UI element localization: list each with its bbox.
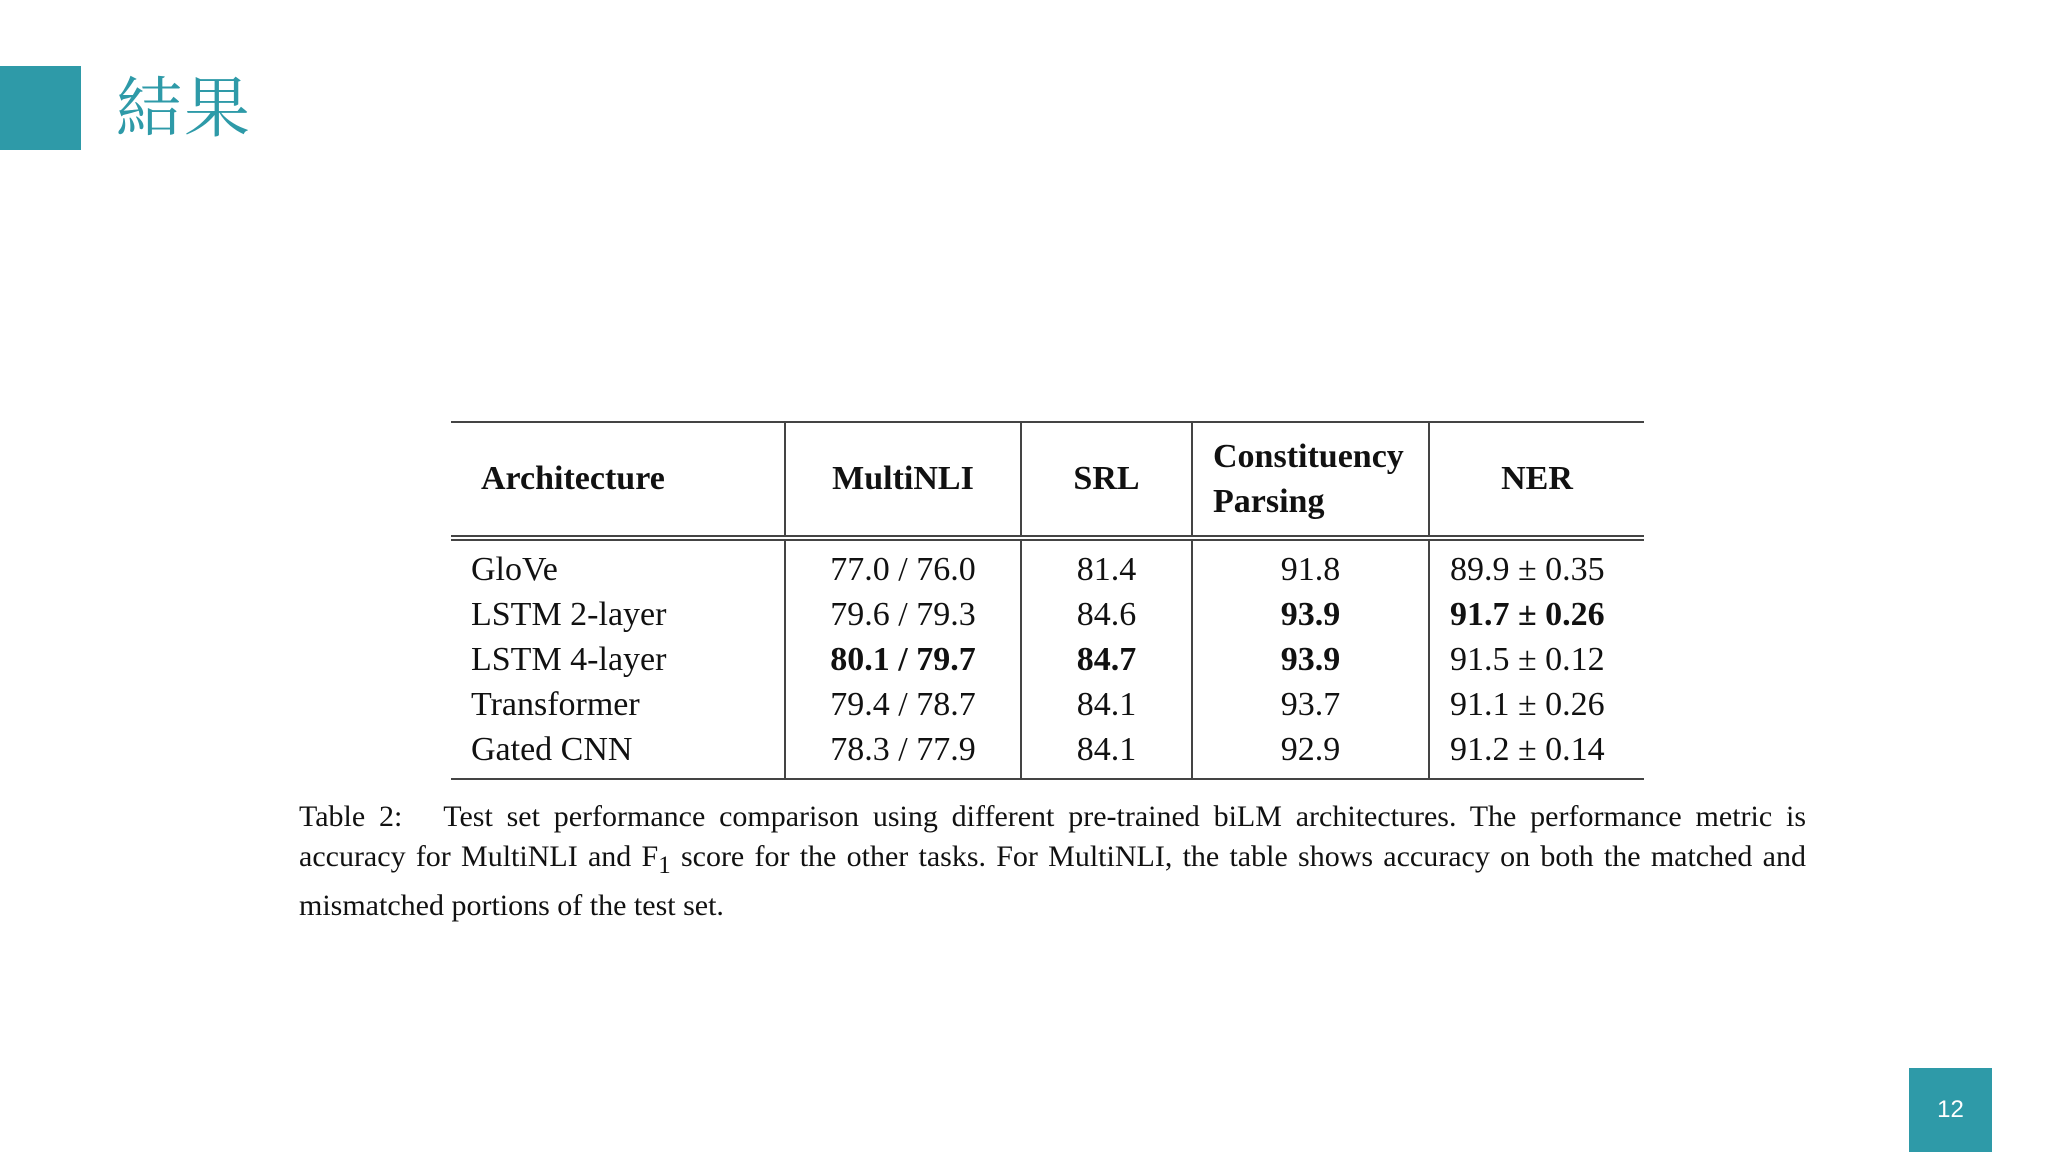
cell-multinli: 79.6 / 79.3 [785, 592, 1021, 637]
cell-constituency: 93.9 [1192, 637, 1429, 682]
cell-srl: 81.4 [1021, 538, 1192, 592]
cell-multinli: 79.4 / 78.7 [785, 682, 1021, 727]
cell-architecture: LSTM 4-layer [471, 641, 667, 678]
page-number-badge: 12 [1909, 1068, 1992, 1152]
cell-srl: 84.1 [1021, 727, 1192, 779]
cell-ner: 89.9 ± 0.35 [1429, 538, 1644, 592]
header-constituency-line1: Constituency [1213, 438, 1404, 475]
table-row [451, 538, 1644, 592]
cell-architecture: Gated CNN [471, 731, 633, 768]
cell-constituency: 93.7 [1192, 682, 1429, 727]
table-header-row [451, 422, 1644, 538]
cell-architecture: Transformer [471, 686, 640, 723]
table-caption [299, 797, 1806, 926]
table-row [451, 682, 1644, 727]
cell-srl: 84.7 [1021, 637, 1192, 682]
results-table [451, 421, 1644, 780]
cell-constituency: 93.9 [1192, 592, 1429, 637]
cell-srl: 84.6 [1021, 592, 1192, 637]
cell-architecture: LSTM 2-layer [471, 596, 667, 633]
header-constituency-parsing [1192, 422, 1429, 538]
cell-multinli: 77.0 / 76.0 [785, 538, 1021, 592]
header-multinli: MultiNLI [785, 422, 1021, 538]
caption-subscript: 1 [658, 852, 671, 879]
table-row [451, 637, 1644, 682]
cell-multinli: 80.1 / 79.7 [785, 637, 1021, 682]
results-table-container [451, 421, 1644, 780]
header-srl: SRL [1021, 422, 1192, 538]
cell-multinli: 78.3 / 77.9 [785, 727, 1021, 779]
header-ner: NER [1429, 422, 1644, 538]
cell-ner: 91.2 ± 0.14 [1429, 727, 1644, 779]
caption-label: Table 2: [299, 800, 403, 833]
table-row [451, 592, 1644, 637]
cell-ner: 91.1 ± 0.26 [1429, 682, 1644, 727]
caption-text-part1: Test set performance comparison using different pre-trained biLM architectures. The performance metric is accuracy for MultiNLI and F [299, 800, 1806, 873]
cell-ner: 91.7 ± 0.26 [1429, 592, 1644, 637]
caption-text-part2: score for the other tasks. For MultiNLI, the table shows accuracy on both the matched and mismatched portions of the test set. [299, 840, 1806, 922]
table-row [451, 727, 1644, 779]
header-architecture: Architecture [451, 422, 785, 538]
cell-ner: 91.5 ± 0.12 [1429, 637, 1644, 682]
cell-srl: 84.1 [1021, 682, 1192, 727]
header-constituency-line2: Parsing [1213, 483, 1325, 520]
cell-constituency: 91.8 [1192, 538, 1429, 592]
cell-architecture: GloVe [471, 551, 558, 588]
title-accent-block [0, 66, 81, 150]
cell-constituency: 92.9 [1192, 727, 1429, 779]
slide-title: 結果 [116, 70, 252, 147]
